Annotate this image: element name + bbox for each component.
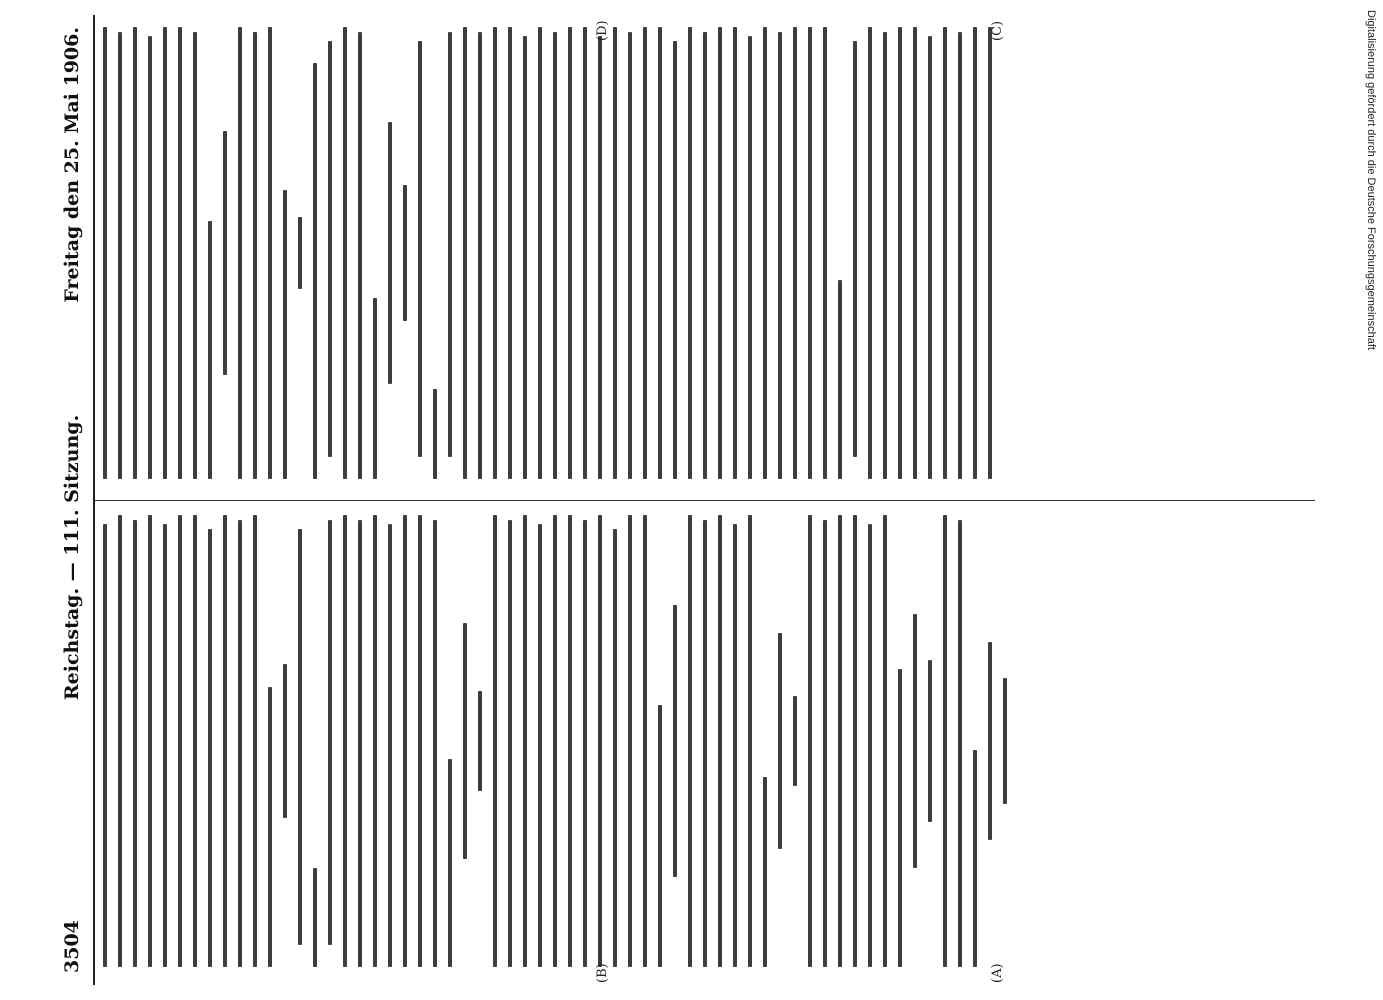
text-line-placeholder — [553, 32, 557, 479]
text-line-placeholder — [583, 27, 587, 479]
text-line-placeholder — [598, 36, 602, 479]
text-line-placeholder — [568, 27, 572, 479]
text-line-placeholder — [133, 520, 137, 967]
text-line-placeholder — [763, 777, 767, 967]
text-line-placeholder — [328, 520, 332, 945]
text-line-placeholder — [103, 27, 107, 479]
text-line-placeholder — [313, 868, 317, 967]
text-line-placeholder — [208, 221, 212, 479]
text-line-placeholder — [868, 524, 872, 967]
text-line-placeholder — [238, 27, 242, 479]
text-line-placeholder — [718, 515, 722, 967]
text-line-placeholder — [778, 32, 782, 479]
text-line-placeholder — [463, 27, 467, 479]
text-line-placeholder — [388, 524, 392, 967]
column-divider — [95, 500, 1315, 501]
text-line-placeholder — [808, 515, 812, 967]
text-line-placeholder — [613, 27, 617, 479]
text-line-placeholder — [118, 32, 122, 479]
text-line-placeholder — [688, 27, 692, 479]
text-line-placeholder — [913, 614, 917, 867]
text-line-placeholder — [448, 32, 452, 457]
text-line-placeholder — [148, 36, 152, 479]
text-line-placeholder — [688, 515, 692, 967]
text-line-placeholder — [733, 524, 737, 967]
text-line-placeholder — [343, 27, 347, 479]
text-line-placeholder — [943, 27, 947, 479]
text-line-placeholder — [148, 515, 152, 967]
text-line-placeholder — [838, 515, 842, 967]
text-line-placeholder — [208, 529, 212, 967]
page-number: 3504 — [61, 920, 83, 973]
text-line-placeholder — [298, 529, 302, 945]
text-line-placeholder — [373, 515, 377, 967]
digitization-credit: Digitalisierung gefördert durch die Deutsche Forschungsgemeinschaft — [1365, 10, 1377, 350]
text-line-placeholder — [268, 27, 272, 479]
text-line-placeholder — [328, 41, 332, 457]
text-line-placeholder — [973, 27, 977, 479]
text-line-placeholder — [283, 664, 287, 818]
rotated-page — [55, 15, 1315, 985]
text-line-placeholder — [703, 32, 707, 479]
text-line-placeholder — [358, 520, 362, 967]
text-line-placeholder — [823, 520, 827, 967]
text-line-placeholder — [793, 27, 797, 479]
text-line-placeholder — [958, 32, 962, 479]
text-line-placeholder — [163, 524, 167, 967]
text-line-placeholder — [508, 27, 512, 479]
text-line-placeholder — [988, 27, 992, 479]
text-line-placeholder — [658, 27, 662, 479]
text-line-placeholder — [928, 36, 932, 479]
text-line-placeholder — [193, 32, 197, 479]
text-line-placeholder — [898, 669, 902, 967]
text-line-placeholder — [418, 515, 422, 967]
text-line-placeholder — [658, 705, 662, 967]
text-line-placeholder — [463, 623, 467, 858]
text-line-placeholder — [613, 529, 617, 967]
session-date: Freitag den 25. Mai 1906. — [61, 27, 83, 303]
text-line-placeholder — [283, 190, 287, 479]
text-line-placeholder — [538, 27, 542, 479]
margin-letter-b: (B) — [595, 963, 610, 983]
text-line-placeholder — [448, 759, 452, 967]
text-line-placeholder — [733, 27, 737, 479]
text-line-placeholder — [853, 515, 857, 967]
text-line-placeholder — [958, 520, 962, 967]
text-line-placeholder — [253, 515, 257, 967]
text-line-placeholder — [238, 520, 242, 967]
text-line-placeholder — [583, 520, 587, 967]
text-line-placeholder — [763, 27, 767, 479]
text-line-placeholder — [973, 750, 977, 967]
text-line-placeholder — [313, 63, 317, 479]
text-line-placeholder — [268, 687, 272, 967]
text-line-placeholder — [358, 32, 362, 479]
text-line-placeholder — [493, 515, 497, 967]
text-line-placeholder — [928, 660, 932, 823]
margin-letter-c: (C) — [990, 20, 1005, 41]
text-line-placeholder — [373, 298, 377, 479]
text-line-placeholder — [748, 515, 752, 967]
text-line-placeholder — [298, 217, 302, 289]
page-header — [55, 27, 89, 973]
text-column-left — [103, 515, 1311, 967]
text-line-placeholder — [193, 515, 197, 967]
text-line-placeholder — [538, 524, 542, 967]
text-line-placeholder — [628, 515, 632, 967]
text-line-placeholder — [643, 515, 647, 967]
text-line-placeholder — [553, 515, 557, 967]
text-line-placeholder — [988, 642, 992, 841]
text-line-placeholder — [418, 41, 422, 457]
text-line-placeholder — [223, 515, 227, 967]
text-line-placeholder — [823, 27, 827, 479]
text-line-placeholder — [253, 32, 257, 479]
text-line-placeholder — [853, 41, 857, 457]
text-line-placeholder — [508, 520, 512, 967]
session-title: Reichstag. — 111. Sitzung. — [61, 414, 83, 701]
text-line-placeholder — [403, 515, 407, 967]
text-line-placeholder — [178, 27, 182, 479]
text-line-placeholder — [133, 27, 137, 479]
text-line-placeholder — [793, 696, 797, 786]
text-line-placeholder — [598, 515, 602, 967]
text-line-placeholder — [478, 691, 482, 790]
text-line-placeholder — [118, 515, 122, 967]
text-line-placeholder — [718, 27, 722, 479]
text-line-placeholder — [568, 515, 572, 967]
text-line-placeholder — [883, 515, 887, 967]
text-line-placeholder — [163, 27, 167, 479]
text-line-placeholder — [898, 27, 902, 479]
text-line-placeholder — [223, 131, 227, 375]
text-line-placeholder — [643, 27, 647, 479]
text-line-placeholder — [673, 605, 677, 876]
text-line-placeholder — [433, 389, 437, 479]
text-line-placeholder — [673, 41, 677, 479]
text-line-placeholder — [403, 185, 407, 321]
text-line-placeholder — [808, 27, 812, 479]
text-line-placeholder — [493, 27, 497, 479]
text-line-placeholder — [103, 524, 107, 967]
text-line-placeholder — [703, 520, 707, 967]
text-line-placeholder — [838, 280, 842, 479]
text-line-placeholder — [388, 122, 392, 384]
text-line-placeholder — [343, 515, 347, 967]
text-line-placeholder — [523, 36, 527, 479]
text-line-placeholder — [868, 27, 872, 479]
text-line-placeholder — [478, 32, 482, 479]
margin-letter-a: (A) — [990, 963, 1005, 983]
text-line-placeholder — [778, 633, 782, 850]
text-column-right — [103, 27, 1311, 479]
text-line-placeholder — [748, 36, 752, 479]
text-line-placeholder — [913, 27, 917, 479]
text-line-placeholder — [178, 515, 182, 967]
text-line-placeholder — [943, 515, 947, 967]
text-line-placeholder — [433, 520, 437, 967]
page-sheet — [55, 15, 1365, 985]
text-line-placeholder — [628, 32, 632, 479]
text-line-placeholder — [523, 515, 527, 967]
text-line-placeholder — [1003, 678, 1007, 805]
text-line-placeholder — [883, 32, 887, 479]
margin-letter-d: (D) — [595, 20, 610, 41]
